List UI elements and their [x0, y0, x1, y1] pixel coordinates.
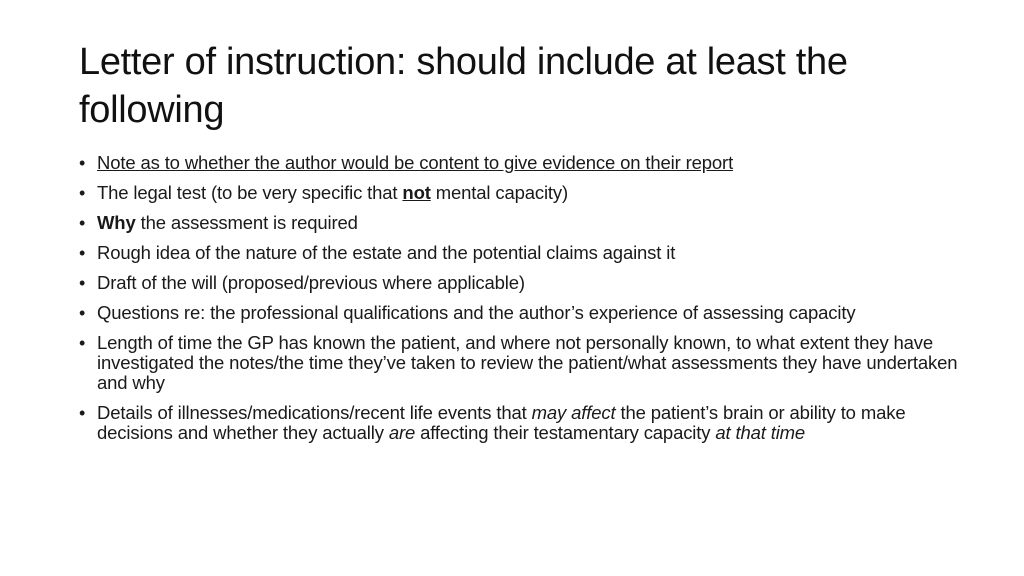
bullet-list	[79, 153, 959, 453]
bullet-text: mental capacity)	[430, 182, 569, 203]
list-item	[79, 153, 959, 173]
bullet-text: The legal test (to be very specific that	[97, 182, 403, 203]
bullet-text: Note as to whether the author would be content to give evidence on their report	[97, 152, 734, 173]
bullet-emphasis: Why	[97, 212, 136, 233]
bullet-text: Questions re: the professional qualifications and the author’s experience of assessing capacity	[97, 302, 856, 323]
bullet-emphasis: may affect	[531, 402, 616, 423]
bullet-text: Draft of the will (proposed/previous where applicable)	[97, 272, 525, 293]
slide-title: Letter of instruction: should include at least the following	[79, 41, 848, 131]
bullet-text: the assessment is required	[135, 212, 358, 233]
bullet-text: Rough idea of the nature of the estate and the potential claims against it	[97, 242, 676, 263]
bullet-emphasis: are	[388, 422, 416, 443]
list-item	[79, 333, 959, 393]
bullet-marker: •	[79, 333, 86, 353]
bullet-emphasis: not	[402, 182, 431, 203]
bullet-emphasis: at that time	[715, 422, 806, 443]
list-item	[79, 243, 959, 263]
bullet-marker: •	[79, 303, 86, 323]
bullet-text: affecting their testamentary capacity	[415, 422, 716, 443]
bullet-marker: •	[79, 153, 86, 173]
bullet-marker: •	[79, 403, 86, 423]
bullet-marker: •	[79, 243, 86, 263]
bullet-marker: •	[79, 213, 86, 233]
bullet-text: Length of time the GP has known the patient, and where not personally known, to what extent they have investigated the notes/the time they’ve taken to review the patient/what assessments they have undertaken and why	[97, 332, 958, 393]
list-item	[79, 183, 959, 203]
list-item	[79, 273, 959, 293]
list-item	[79, 403, 959, 443]
list-item	[79, 213, 959, 233]
list-item	[79, 303, 959, 323]
bullet-marker: •	[79, 183, 86, 203]
bullet-text: the patient’s brain or ability to make decisions and whether they actually	[97, 402, 906, 443]
bullet-marker: •	[79, 273, 86, 293]
bullet-text: Details of illnesses/medications/recent life events that	[97, 402, 532, 423]
